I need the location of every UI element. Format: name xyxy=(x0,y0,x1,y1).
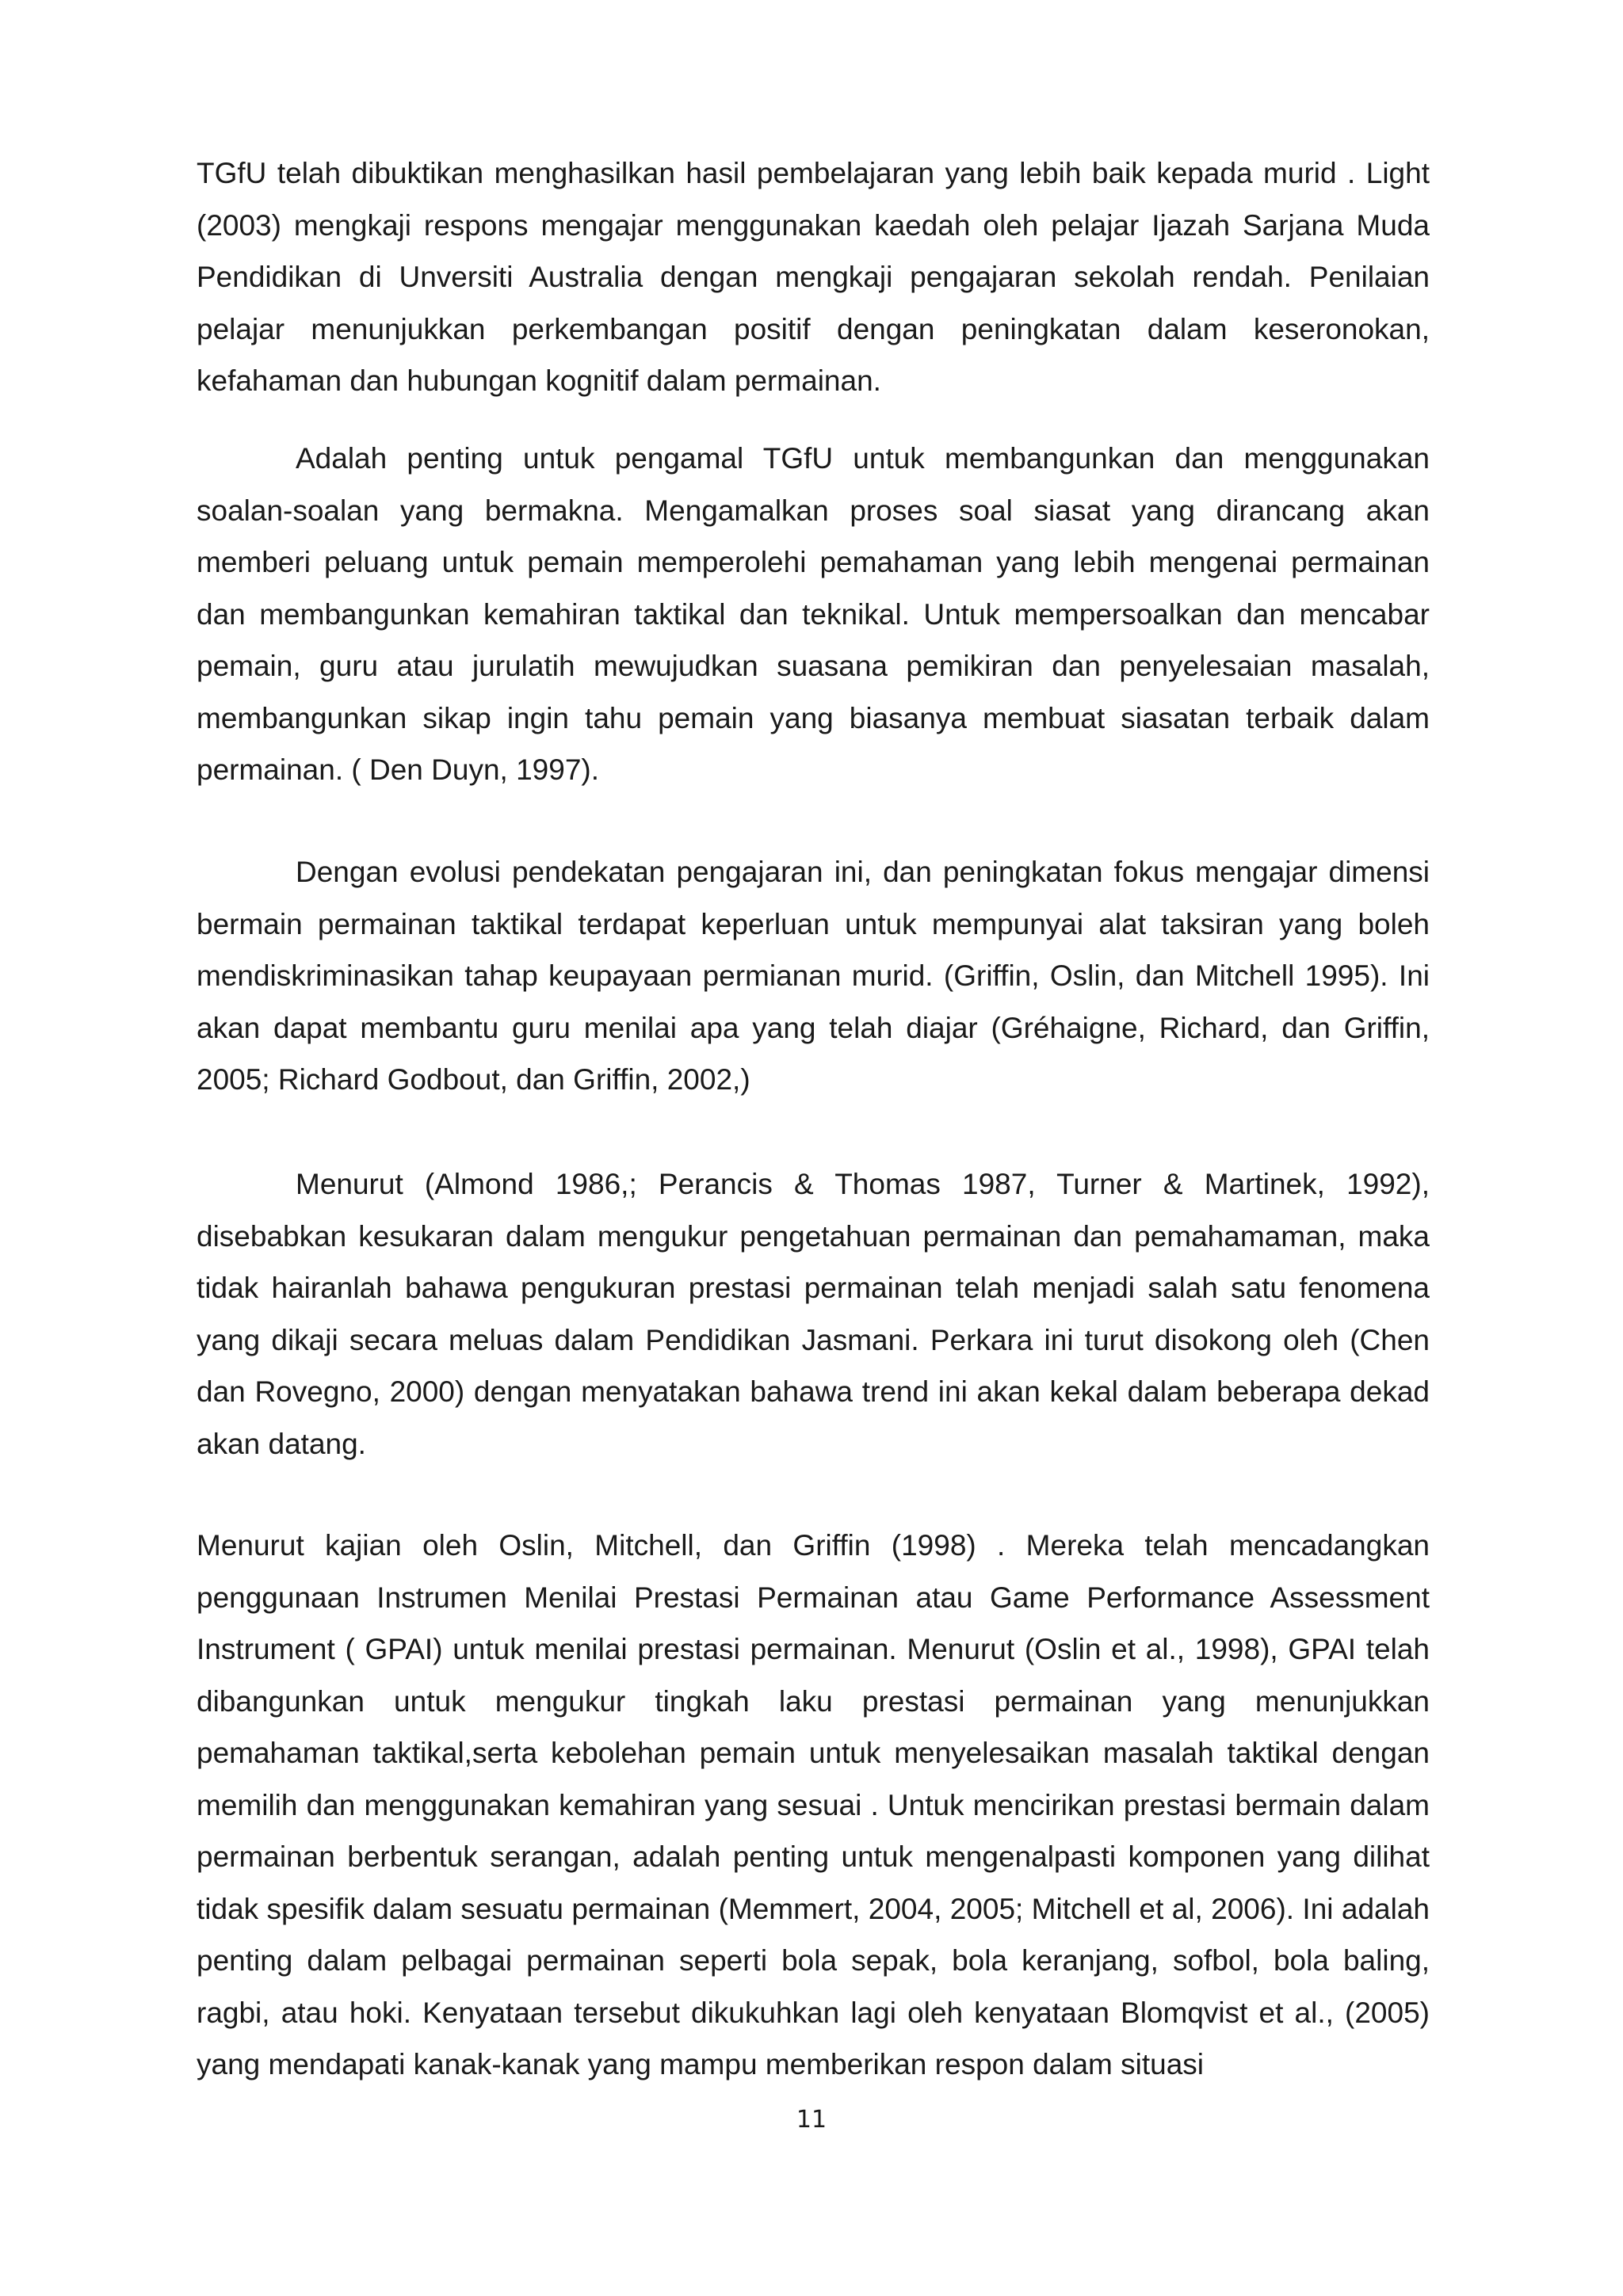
paragraph-5: Menurut kajian oleh Oslin, Mitchell, dan Griffin (1998) . Mereka telah mencadangkan penggunaan Instrumen Menilai Prestasi Permainan atau Game Performance Assessment Instrument ( GPAI) untuk menilai prestasi permainan. Menurut (Oslin et al., 1998), GPAI telah dibangunkan untuk mengukur tingkah laku prestasi permainan yang menunjukkan pemahaman taktikal,serta kebolehan pemain untuk menyelesaikan masalah taktikal dengan memilih dan menggunakan kemahiran yang sesuai . Untuk mencirikan prestasi bermain dalam permainan berbentuk serangan, adalah penting untuk mengenalpasti komponen yang dilihat tidak spesifik dalam sesuatu permainan (Memmert, 2004, 2005; Mitchell et al, 2006). Ini adalah penting dalam pelbagai permainan seperti bola sepak, bola keranjang, sofbol, bola baling, ragbi, atau hoki. Kenyataan tersebut dikukuhkan lagi oleh kenyataan Blomqvist et al., (2005) yang mendapati kanak-kanak yang mampu memberikan respon dalam situasi xyxy=(197,1529,1430,2081)
paragraph-3: Dengan evolusi pendekatan pengajaran ini, dan peningkatan fokus mengajar dimensi bermain permainan taktikal terdapat keperluan untuk mempunyai alat taksiran yang boleh mendiskriminasikan tahap keupayaan permianan murid. (Griffin, Oslin, dan Mitchell 1995). Ini akan dapat membantu guru menilai apa yang telah diajar (Gréhaigne, Richard, dan Griffin, 2005; Richard Godbout, dan Griffin, 2002,) xyxy=(197,856,1430,1096)
page-number: 11 xyxy=(796,2106,827,2134)
paragraph-4: Menurut (Almond 1986,; Perancis & Thomas 1987, Turner & Martinek, 1992), disebabkan kesukaran dalam mengukur pengetahuan permainan dan pemahamaman, maka tidak hairanlah bahawa pengukuran prestasi permainan telah menjadi salah satu fenomena yang dikaji secara meluas dalam Pendidikan Jasmani. Perkara ini turut disokong oleh (Chen dan Rovegno, 2000) dengan menyatakan bahawa trend ini akan kekal dalam beberapa dekad akan datang. xyxy=(197,1168,1430,1460)
paragraph-1: TGfU telah dibuktikan menghasilkan hasil pembelajaran yang lebih baik kepada murid . Light (2003) mengkaji respons mengajar menggunakan kaedah oleh pelajar Ijazah Sarjana Muda Pendidikan di Unversiti Australia dengan mengkaji pengajaran sekolah rendah. Penilaian pelajar menunjukkan perkembangan positif dengan peningkatan dalam keseronokan, kefahaman dan hubungan kognitif dalam permainan. xyxy=(197,157,1430,397)
paragraph-2: Adalah penting untuk pengamal TGfU untuk membangunkan dan menggunakan soalan-soalan yang bermakna. Mengamalkan proses soal siasat yang dirancang akan memberi peluang untuk pemain memperolehi pemahaman yang lebih mengenai permainan dan membangunkan kemahiran taktikal dan teknikal. Untuk mempersoalkan dan mencabar pemain, guru atau jurulatih mewujudkan suasana pemikiran dan penyelesaian masalah, membangunkan sikap ingin tahu pemain yang biasanya membuat siasatan terbaik dalam permainan. ( Den Duyn, 1997). xyxy=(197,442,1430,786)
